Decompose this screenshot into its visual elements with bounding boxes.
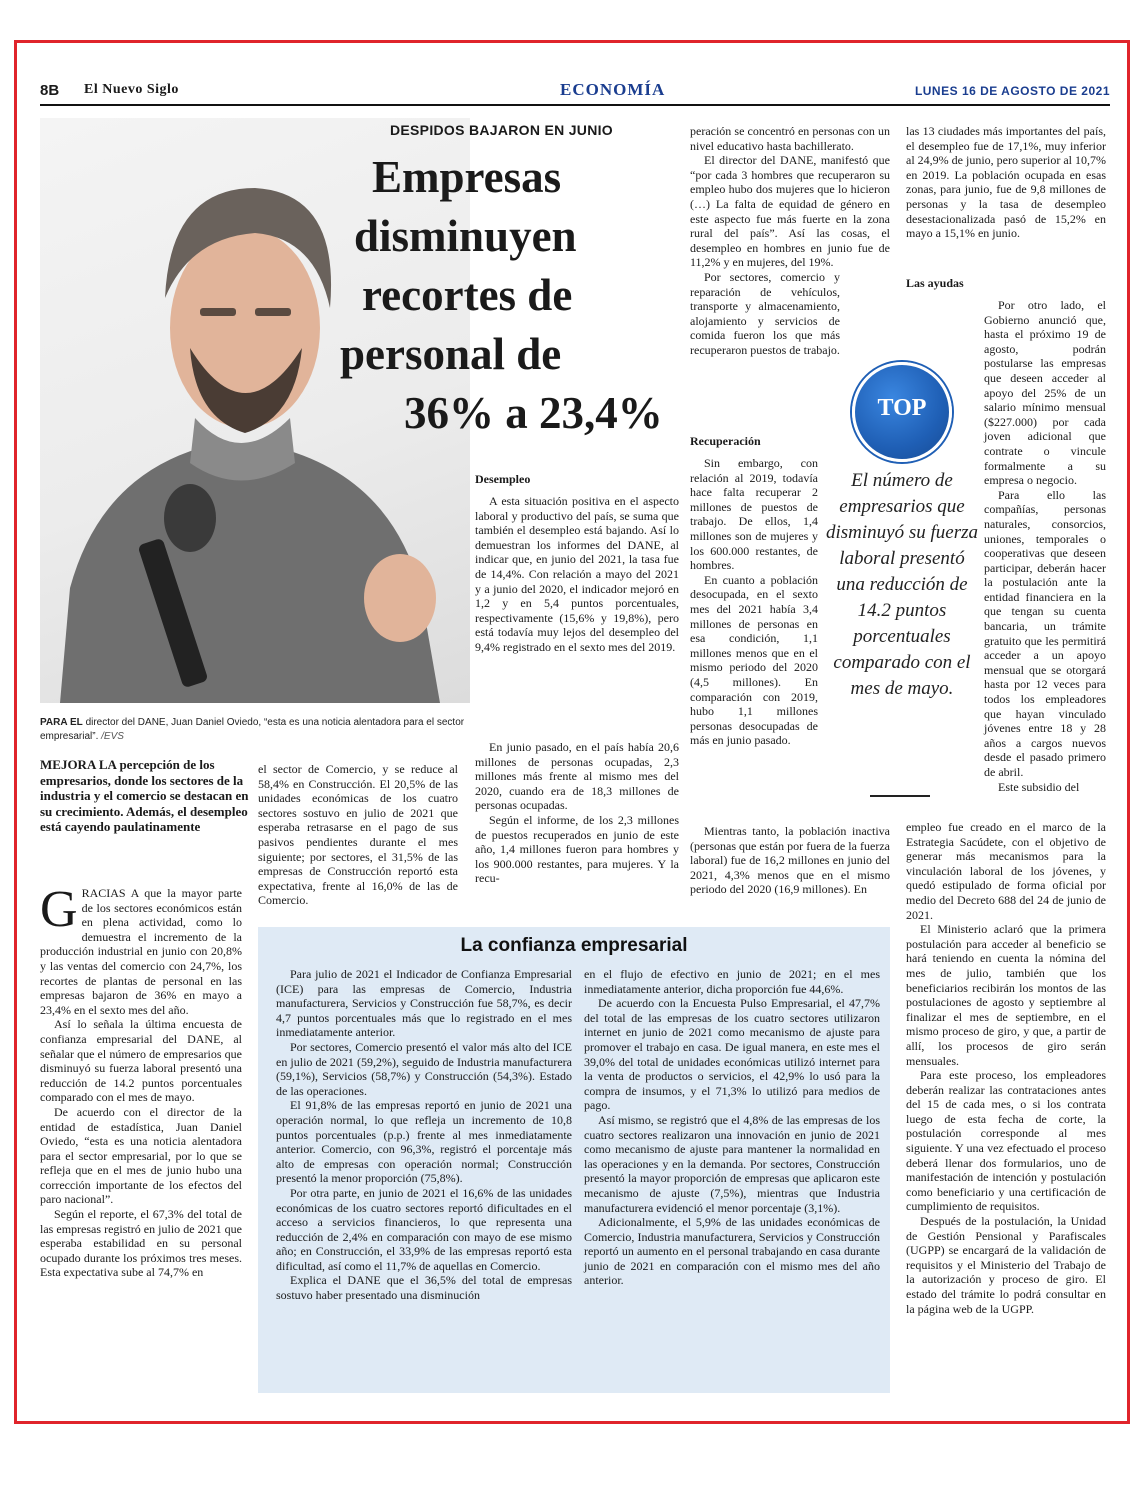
paragraph: Sin embargo, con relación al 2019, todavía hace falta recuperar 2 millones de puestos de trabajo. De ellos, 1,4 millones son de mujeres y los 600.000 restantes, de hombres. bbox=[690, 456, 818, 573]
headline-line: 36% a 23,4% bbox=[404, 388, 663, 438]
column-4-mid bbox=[690, 456, 818, 748]
paragraph: En cuanto a población desocupada, en el sexto mes del 2021 había 3,4 millones de personas en esa condición, 1,1 millones menos que en el mismo periodo del 2020 (4,5 millones). En comparación con 2019, hubo 1,1 millones personas desocupadas de más en junio pasado. bbox=[690, 572, 818, 748]
issue-date: LUNES 16 DE AGOSTO DE 2021 bbox=[914, 84, 1110, 98]
top-badge-label: TOP bbox=[877, 395, 927, 421]
caption-credit: /EVS bbox=[101, 731, 124, 742]
article-lede: MEJORA LA percepción de los empresarios, donde los sectores de la industria y el comercio se destacan en su crecimiento. Además, el desempleo está cayendo paulatinamente bbox=[40, 757, 249, 835]
paragraph: Así mismo, se registró que el 4,8% de las empresas de los cuatro sectores realizaron una innovación en junio de 2021 como mecanismo de ajuste para mantener la normalidad en las operaciones y en la demanda. Por sectores, Construcción presentó la mayor proporción de empresas que aplicaron este mecanismo de ajuste (7,5%), mientras que Industria manufacturera evidenció el menor porcentaje (3,1%). bbox=[584, 1112, 880, 1215]
paragraph: El 91,8% de las empresas reportó en junio de 2021 una operación normal, lo que refleja un incremento de 10,8 puntos porcentuales (p.p.) frente al mes inmediatamente anterior. Comercio, con 96,3%, registró el porcentaje más alto de empresas con operación normal; Construcción presentó la menor proporción (75,8%). bbox=[276, 1098, 572, 1186]
paragraph: las 13 ciudades más importantes del país, el desempleo fue de 17,1%, muy inferior al 24,9% de junio, pero superior al 10,7% en 2019. La población ocupada en esas zonas, para junio, fue de 9,8 millones de personas y la tasa de desempleo desestacionalizada pasó de 15,2% en mayo a 15,1% en junio. bbox=[906, 124, 1106, 241]
paragraph: Adicionalmente, el 5,9% de las unidades económicas de Comercio, Industria manufacturera, Servicios y Construcción reportó un aumento en el personal trabajando en casa durante junio de 2021 en comparación con el mismo mes del año anterior. bbox=[584, 1215, 880, 1288]
paragraph: Mientras tanto, la población inactiva (personas que están por fuera de la fuerza laboral) fue de 16,2 millones en junio del 2021, 4,3% menos que en el mismo periodo del 2020 (16,9 millones). En bbox=[690, 824, 890, 897]
headline-line: Empresas bbox=[372, 152, 562, 202]
paragraph: Este subsidio del bbox=[998, 779, 1080, 794]
section-title: ECONOMÍA bbox=[560, 80, 666, 99]
sidebar-title: La confianza empresarial bbox=[460, 935, 688, 956]
headline-line: recortes de bbox=[362, 270, 573, 320]
sidebar-column-right bbox=[584, 967, 880, 1288]
column-5-mid bbox=[984, 298, 1106, 794]
paragraph: De acuerdo con la Encuesta Pulso Empresarial, el 47,7% del total de las empresas de los cuatro sectores utilizaron internet en junio de 2021 como mecanismo de ajuste para promover el trabajo en casa. De igual manera, en este mes el 39,0% del total de unidades económicas utilizó internet para la venta de productos o servicios, el 42,9% lo usó para la compra de insumos, y el 71,3% lo utilizó para medios de pago. bbox=[584, 996, 880, 1113]
paragraph: En junio pasado, en el país había 20,6 millones de personas ocupadas, 2,3 millones más frente al mismo mes del 2020, cuando era de 18,3 millones de personas ocupadas. bbox=[475, 740, 679, 813]
page-header bbox=[40, 78, 1110, 106]
drop-cap: G bbox=[40, 881, 78, 938]
headline-line: personal de bbox=[340, 329, 562, 379]
subhead-ayudas: Las ayudas bbox=[906, 276, 964, 290]
paragraph: Después de la postulación, la Unidad de Gestión Pensional y Parafiscales (UGPP) se encargará de la validación de requisitos y el Ministerio del Trabajo de la autorización y proceso de giro. El estado del trámite lo podrá consultar en la página web de la UGPP. bbox=[906, 1214, 1106, 1316]
paragraph: RACIAS A que la mayor parte de los sectores económicos están en plena actividad, como lo demuestra el incremento de la producción industrial en junio con 20,8% y las ventas del comercio con 24,7%, los recortes de plantas de personal en las empresas bajaron de 36% en mayo a 23,4% en el sexto mes del año. bbox=[40, 886, 242, 1017]
pull-quote: El número de empresarios que disminuyó su fuerza laboral presentó una reducción de 14.2 puntos porcentuales comparado con el mes de mayo. bbox=[826, 470, 978, 699]
sidebar-column-left bbox=[276, 967, 572, 1303]
article-kicker: DESPIDOS BAJARON EN JUNIO bbox=[390, 122, 613, 138]
column-3-top bbox=[475, 494, 679, 655]
paragraph: Para este proceso, los empleadores deberán realizar las contrataciones antes del 15 de cada mes, o si los contrata luego de esta fecha de corte, la postulación corresponde al mes siguiente. Y una vez efectuado el proceso deberá llenar dos formularios, uno de manifestación de intención y postulación como beneficiario y una certificación de cumplimiento de requisitos. bbox=[906, 1068, 1106, 1214]
paragraph: El director del DANE, manifestó que “por cada 3 hombres que recuperaron su empleo hubo dos mujeres que lo hicieron (…) La falta de equidad de género en este aspecto fue más fuerte en la zona rural del país”. Así las cosas, el desempleo en hombres en junio fue de 11,2% y en mujeres, del 19%. bbox=[690, 153, 890, 270]
column-5-bottom bbox=[906, 820, 1106, 1316]
caption-lead: PARA EL bbox=[40, 717, 83, 728]
column-4-top bbox=[690, 124, 890, 358]
paragraph: Por otro lado, el Gobierno anunció que, hasta el próximo 19 de agosto, podrán postularse las empresas que deseen acceder al apoyo del 25% de un salario mínimo mensual ($227.000) por cada joven adicional que contrate o vincule formalmente a su empresa o negocio. bbox=[984, 298, 1106, 488]
paragraph: Explica el DANE que el 36,5% del total de empresas sostuvo haber presentado una disminución bbox=[276, 1273, 572, 1303]
article-headline bbox=[340, 148, 680, 443]
paragraph: empleo fue creado en el marco de la Estrategia Sacúdete, con el objetivo de generar más mecanismos para la vinculación laboral de los jóvenes, y quedó estipulado de forma oficial por medio del Decreto 688 del 24 de junio de 2021. bbox=[906, 820, 1106, 922]
column-3-bottom bbox=[475, 740, 679, 886]
masthead: El Nuevo Siglo bbox=[84, 82, 179, 97]
paragraph: Por sectores, Comercio presentó el valor más alto del ICE en julio de 2021 (59,2%), seguido de Industria manufacturera (59,1%), Servicios (58,7%) y Construcción (54,3%). Estado de las operaciones. bbox=[276, 1039, 572, 1098]
caption-text: director del DANE, Juan Daniel Oviedo, “esta es una noticia alentadora para el sector empresarial”. bbox=[40, 717, 465, 742]
paragraph: Para ello las compañías, personas naturales, consorcios, uniones, temporales o cooperativas que deseen participar, deberán hacer la postulación ante la entidad financiera en la que tengan su cuenta bancaria, un trámite gratuito que les permitirá acceder a un apoyo mensual que se otorgará hasta por 12 veces para todos los empleadores que hayan vinculado jóvenes entre 18 y 28 años a cargos nuevos desde el pasado primero de abril. bbox=[984, 487, 1106, 779]
pull-quote-rule bbox=[870, 795, 930, 797]
paragraph: Según el informe, de los 2,3 millones de puestos recuperados en junio de este año, 1,4 millones fueron para hombres y los 900.000 restantes, para mujeres. Y la recu- bbox=[475, 812, 679, 886]
paragraph: Así lo señala la última encuesta de confianza empresarial del DANE, al señalar que el número de empresarios que disminuyó su fuerza laboral presentó una reducción de 14.2 puntos porcentuales comparado con el mes de mayo. bbox=[40, 1017, 242, 1105]
page-number: 8B bbox=[40, 82, 60, 99]
sidebar-box bbox=[258, 927, 890, 1393]
column-5-top bbox=[906, 124, 1106, 241]
headline-line: disminuyen bbox=[354, 211, 577, 261]
subhead-desempleo: Desempleo bbox=[475, 472, 531, 486]
top-badge bbox=[852, 362, 952, 462]
photo-caption bbox=[40, 716, 470, 744]
column-2 bbox=[258, 762, 458, 908]
paragraph: Según el reporte, el 67,3% del total de las empresas registró en julio de 2021 que esperaba estabilidad en su personal ocupado durante los próximos tres meses. Esta expectativa sube al 74,7% en bbox=[40, 1207, 242, 1280]
paragraph: Para julio de 2021 el Indicador de Confianza Empresarial (ICE) para las empresas de Comercio, Industria manufacturera, Servicios y Construcción fue 58,7%, es decir 4,7 puntos porcentuales más que lo registrado en el mes inmediatamente anterior. bbox=[276, 967, 572, 1040]
paragraph: el sector de Comercio, y se reduce al 58,4% en Construcción. El 20,5% de las unidades económicas de los cuatro sectores sostuvo en julio de 2021 que esperaba retrasarse en el pago de sus pasivos pendientes durante el mes siguiente; por sectores, el 31,5% de las empresas de Construcción reportó esta expectativa, frente al 16,0% de las de Comercio. bbox=[258, 762, 458, 908]
paragraph: en el flujo de efectivo en junio de 2021; en el mes inmediatamente anterior, dicha proporción fue 44,6%. bbox=[584, 967, 880, 996]
paragraph: El Ministerio aclaró que la primera postulación para acceder al beneficio se hará teniendo en cuenta la nómina del mes de julio, también que los beneficiarios recibirán los montos de las postulaciones de agosto y septiembre al finalizar el mes de septiembre, en el mismo proceso de giro, y que, a partir de allí, los procesos de giro serán mensuales. bbox=[906, 922, 1106, 1068]
paragraph: Por otra parte, en junio de 2021 el 16,6% de las unidades económicas de los cuatro sectores reportó dificultades en el acceso a servicios financieros, lo que representa una reducción de 2,4% en comparación con mayo de ese mismo año; en Construcción, el 33,9% de las empresas reportó esta dificultad, así como el 11,7% de aquellas en Comercio. bbox=[276, 1185, 572, 1273]
subhead-recuperacion: Recuperación bbox=[690, 434, 761, 448]
paragraph: A esta situación positiva en el aspecto laboral y productivo del país, se suma que también el desempleo está bajando. Así lo demuestran los informes del DANE, al indicar que, en junio del 2021, la tasa fue de 14,4%. Con relación a mayo del 2021 y a junio del 2020, el indicador mejoró en 1,2 y en 5,4 puntos porcentuales, respectivamente (15,6% y 19,8%), pero está todavía muy lejos del desempleo del 9,4% registrado en el sexto mes del 2019. bbox=[475, 494, 679, 654]
column-4-bottom bbox=[690, 824, 890, 897]
paragraph: peración se concentró en personas con un nivel educativo hasta bachillerato. bbox=[690, 124, 890, 153]
paragraph: De acuerdo con el director de la entidad de estadística, Juan Daniel Oviedo, “esta es una noticia alentadora para el sector empresarial, por lo que se refleja que en el mes de junio hubo una corrección importante de los efectos del paro nacional”. bbox=[40, 1104, 242, 1207]
column-1 bbox=[40, 881, 242, 1280]
paragraph: Por sectores, comercio y reparación de vehículos, transporte y almacenamiento, alojamiento y servicios de comida fueron los que más recuperaron puestos de trabajo. bbox=[690, 269, 840, 357]
